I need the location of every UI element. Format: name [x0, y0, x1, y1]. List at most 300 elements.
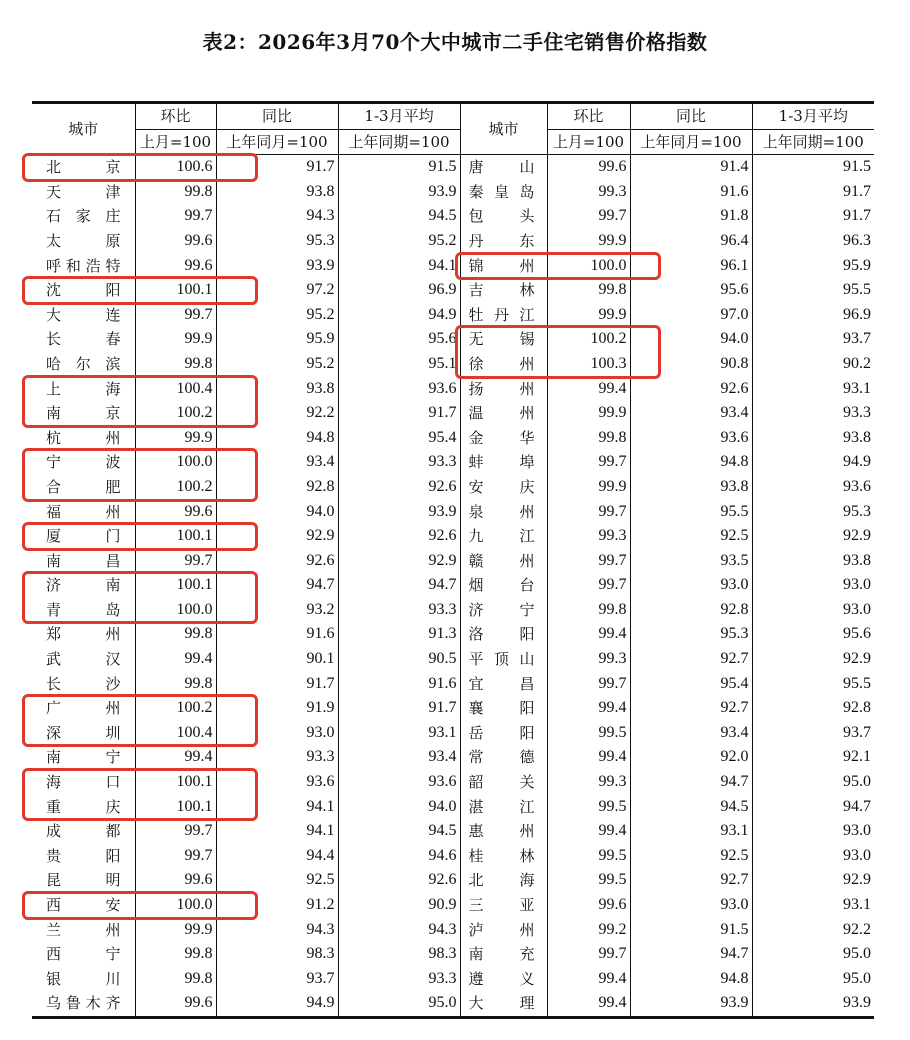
right-avg-cell: 93.0 [752, 819, 874, 844]
right-mom-cell: 100.2 [547, 327, 630, 352]
left-mom-cell: 100.1 [135, 278, 216, 303]
right-yoy-cell: 92.5 [630, 524, 752, 549]
right-avg-cell: 93.1 [752, 377, 874, 402]
right-mom-cell: 99.4 [547, 696, 630, 721]
left-yoy-cell: 94.0 [216, 500, 338, 525]
right-avg-cell: 92.9 [752, 524, 874, 549]
left-yoy-cell: 91.6 [216, 622, 338, 647]
left-mom-cell: 100.2 [135, 401, 216, 426]
left-yoy-cell: 92.8 [216, 475, 338, 500]
right-yoy-cell: 94.8 [630, 967, 752, 992]
left-yoy-cell: 94.8 [216, 426, 338, 451]
left-yoy-cell: 91.7 [216, 155, 338, 180]
right-city-cell: 赣 州 [460, 549, 547, 574]
left-yoy-cell: 97.2 [216, 278, 338, 303]
left-avg-cell: 92.6 [338, 524, 460, 549]
left-yoy-cell: 94.4 [216, 844, 338, 869]
right-avg-cell: 95.0 [752, 770, 874, 795]
left-city-cell: 武 汉 [46, 650, 121, 669]
left-avg-cell: 93.6 [338, 377, 460, 402]
left-city-cell: 南 宁 [46, 748, 121, 767]
table-row [32, 696, 874, 721]
left-avg-cell: 94.3 [338, 918, 460, 943]
left-yoy-cell: 91.2 [216, 893, 338, 918]
right-avg-cell: 95.9 [752, 254, 874, 279]
header-avg-base-right: 上年同期=100 [752, 129, 874, 155]
left-city-cell: 西 宁 [46, 945, 121, 964]
left-yoy-cell: 98.3 [216, 942, 338, 967]
right-city-cell: 南 充 [460, 942, 547, 967]
right-yoy-cell: 93.0 [630, 573, 752, 598]
right-city-cell: 扬 州 [460, 377, 547, 402]
right-avg-cell: 93.0 [752, 573, 874, 598]
right-avg-cell: 93.9 [752, 991, 874, 1017]
table-row [32, 672, 874, 697]
left-yoy-cell: 92.2 [216, 401, 338, 426]
right-mom-cell: 100.0 [547, 254, 630, 279]
right-avg-cell: 91.7 [752, 204, 874, 229]
table-row [32, 573, 874, 598]
right-mom-cell: 99.5 [547, 721, 630, 746]
right-yoy-cell: 93.8 [630, 475, 752, 500]
left-yoy-cell: 94.1 [216, 819, 338, 844]
right-yoy-cell: 92.0 [630, 745, 752, 770]
right-city-cell: 唐 山 [460, 155, 547, 180]
right-city-cell: 无 锡 [460, 327, 547, 352]
right-mom-cell: 99.7 [547, 942, 630, 967]
table-row [32, 745, 874, 770]
right-city-cell: 惠 州 [460, 819, 547, 844]
left-avg-cell: 95.4 [338, 426, 460, 451]
right-yoy-cell: 93.1 [630, 819, 752, 844]
left-mom-cell: 99.7 [135, 303, 216, 328]
left-yoy-cell: 93.7 [216, 967, 338, 992]
left-yoy-cell: 93.0 [216, 721, 338, 746]
right-city-cell: 蚌 埠 [460, 450, 547, 475]
left-yoy-cell: 93.8 [216, 377, 338, 402]
right-yoy-cell: 95.4 [630, 672, 752, 697]
right-city-cell: 泉 州 [460, 500, 547, 525]
right-yoy-cell: 94.8 [630, 450, 752, 475]
left-city-cell: 厦 门 [46, 527, 121, 546]
left-city-cell: 北 京 [46, 158, 121, 177]
right-yoy-cell: 95.5 [630, 500, 752, 525]
left-city-cell: 长 春 [46, 330, 121, 349]
left-mom-cell: 99.6 [135, 991, 216, 1017]
left-mom-cell: 99.6 [135, 868, 216, 893]
right-mom-cell: 99.3 [547, 647, 630, 672]
right-city-cell: 吉 林 [460, 278, 547, 303]
right-mom-cell: 99.8 [547, 426, 630, 451]
left-mom-cell: 99.7 [135, 844, 216, 869]
right-mom-cell: 99.2 [547, 918, 630, 943]
right-city-cell: 岳 阳 [460, 721, 547, 746]
table-row [32, 918, 874, 943]
table-row [32, 377, 874, 402]
right-yoy-cell: 96.4 [630, 229, 752, 254]
left-yoy-cell: 93.9 [216, 254, 338, 279]
header-mom-base-right: 上月=100 [547, 129, 630, 155]
right-avg-cell: 93.8 [752, 549, 874, 574]
table-title: 表2：2026年3月70个大中城市二手住宅销售价格指数 [202, 30, 708, 54]
table-row [32, 155, 874, 180]
left-city-cell: 银 川 [46, 969, 121, 988]
table-row [32, 844, 874, 869]
left-city-cell: 太 原 [46, 231, 121, 250]
right-yoy-cell: 93.4 [630, 401, 752, 426]
left-avg-cell: 98.3 [338, 942, 460, 967]
right-avg-cell: 93.0 [752, 598, 874, 623]
table-row [32, 795, 874, 820]
right-city-cell: 徐 州 [460, 352, 547, 377]
right-yoy-cell: 91.5 [630, 918, 752, 943]
left-mom-cell: 100.0 [135, 893, 216, 918]
header-avg-right: 1-3月平均 [752, 103, 874, 130]
left-avg-cell: 95.0 [338, 991, 460, 1017]
right-mom-cell: 99.7 [547, 549, 630, 574]
left-city-cell: 乌鲁木齐 [46, 994, 121, 1013]
left-avg-cell: 94.9 [338, 303, 460, 328]
left-city-cell: 重 庆 [46, 797, 121, 816]
table-row [32, 893, 874, 918]
table-row [32, 942, 874, 967]
right-yoy-cell: 91.4 [630, 155, 752, 180]
right-city-cell: 温 州 [460, 401, 547, 426]
right-city-cell: 丹 东 [460, 229, 547, 254]
table-row [32, 622, 874, 647]
right-city-cell: 三 亚 [460, 893, 547, 918]
table-row [32, 770, 874, 795]
table-row [32, 180, 874, 205]
left-city-cell: 呼和浩特 [46, 256, 121, 275]
right-mom-cell: 99.9 [547, 475, 630, 500]
header-yoy-base: 上年同月=100 [216, 129, 338, 155]
right-city-cell: 锦 州 [460, 254, 547, 279]
right-yoy-cell: 96.1 [630, 254, 752, 279]
left-mom-cell: 99.8 [135, 352, 216, 377]
left-mom-cell: 100.4 [135, 721, 216, 746]
right-avg-cell: 95.5 [752, 278, 874, 303]
right-avg-cell: 95.0 [752, 942, 874, 967]
right-city-cell: 常 德 [460, 745, 547, 770]
left-yoy-cell: 95.9 [216, 327, 338, 352]
left-mom-cell: 100.2 [135, 696, 216, 721]
right-mom-cell: 99.5 [547, 868, 630, 893]
right-mom-cell: 99.9 [547, 401, 630, 426]
left-avg-cell: 93.3 [338, 450, 460, 475]
left-avg-cell: 92.6 [338, 868, 460, 893]
left-mom-cell: 99.8 [135, 672, 216, 697]
right-city-cell: 遵 义 [460, 967, 547, 992]
left-mom-cell: 100.4 [135, 377, 216, 402]
right-city-cell: 襄 阳 [460, 696, 547, 721]
right-avg-cell: 91.5 [752, 155, 874, 180]
left-city-cell: 大 连 [46, 305, 121, 324]
right-yoy-cell: 92.7 [630, 696, 752, 721]
left-mom-cell: 99.6 [135, 254, 216, 279]
left-mom-cell: 99.4 [135, 647, 216, 672]
right-city-cell: 秦皇岛 [460, 180, 547, 205]
left-yoy-cell: 92.5 [216, 868, 338, 893]
right-city-cell: 平顶山 [460, 647, 547, 672]
left-avg-cell: 94.1 [338, 254, 460, 279]
right-yoy-cell: 93.5 [630, 549, 752, 574]
right-mom-cell: 99.6 [547, 155, 630, 180]
left-avg-cell: 93.3 [338, 598, 460, 623]
right-avg-cell: 93.3 [752, 401, 874, 426]
left-city-cell: 成 都 [46, 822, 121, 841]
right-yoy-cell: 93.4 [630, 721, 752, 746]
right-yoy-cell: 95.6 [630, 278, 752, 303]
left-mom-cell: 100.6 [135, 155, 216, 180]
right-city-cell: 北 海 [460, 868, 547, 893]
right-avg-cell: 93.1 [752, 893, 874, 918]
left-avg-cell: 90.9 [338, 893, 460, 918]
left-city-cell: 南 昌 [46, 551, 121, 570]
table-row [32, 549, 874, 574]
header-yoy-base-right: 上年同月=100 [630, 129, 752, 155]
left-avg-cell: 93.1 [338, 721, 460, 746]
right-yoy-cell: 94.7 [630, 942, 752, 967]
left-mom-cell: 99.6 [135, 229, 216, 254]
left-avg-cell: 95.2 [338, 229, 460, 254]
right-mom-cell: 99.4 [547, 967, 630, 992]
left-mom-cell: 99.8 [135, 180, 216, 205]
left-avg-cell: 91.3 [338, 622, 460, 647]
header-mom-base: 上月=100 [135, 129, 216, 155]
right-yoy-cell: 94.5 [630, 795, 752, 820]
price-index-table [32, 101, 874, 1019]
left-avg-cell: 94.7 [338, 573, 460, 598]
right-yoy-cell: 94.7 [630, 770, 752, 795]
right-yoy-cell: 92.8 [630, 598, 752, 623]
right-mom-cell: 99.4 [547, 377, 630, 402]
right-avg-cell: 93.7 [752, 721, 874, 746]
table-row [32, 204, 874, 229]
left-mom-cell: 99.9 [135, 426, 216, 451]
left-city-cell: 杭 州 [46, 428, 121, 447]
right-city-cell: 牡丹江 [460, 303, 547, 328]
table-row [32, 819, 874, 844]
left-yoy-cell: 94.7 [216, 573, 338, 598]
left-yoy-cell: 93.3 [216, 745, 338, 770]
left-city-cell: 济 南 [46, 576, 121, 595]
right-mom-cell: 99.9 [547, 229, 630, 254]
right-mom-cell: 99.3 [547, 180, 630, 205]
right-yoy-cell: 93.0 [630, 893, 752, 918]
right-city-cell: 九 江 [460, 524, 547, 549]
left-avg-cell: 93.9 [338, 500, 460, 525]
right-yoy-cell: 95.3 [630, 622, 752, 647]
left-mom-cell: 100.0 [135, 598, 216, 623]
left-avg-cell: 94.5 [338, 819, 460, 844]
right-mom-cell: 100.3 [547, 352, 630, 377]
right-city-cell: 洛 阳 [460, 622, 547, 647]
right-mom-cell: 99.7 [547, 500, 630, 525]
left-yoy-cell: 93.8 [216, 180, 338, 205]
table-row [32, 327, 874, 352]
right-avg-cell: 90.2 [752, 352, 874, 377]
left-yoy-cell: 94.3 [216, 204, 338, 229]
table-row [32, 303, 874, 328]
right-avg-cell: 91.7 [752, 180, 874, 205]
right-yoy-cell: 97.0 [630, 303, 752, 328]
right-city-cell: 烟 台 [460, 573, 547, 598]
right-avg-cell: 95.6 [752, 622, 874, 647]
left-yoy-cell: 94.3 [216, 918, 338, 943]
right-city-cell: 韶 关 [460, 770, 547, 795]
left-avg-cell: 91.5 [338, 155, 460, 180]
left-avg-cell: 95.6 [338, 327, 460, 352]
right-city-cell: 大 理 [460, 991, 547, 1017]
left-yoy-cell: 91.7 [216, 672, 338, 697]
right-yoy-cell: 91.8 [630, 204, 752, 229]
header-avg: 1-3月平均 [338, 103, 460, 130]
left-city-cell: 上 海 [46, 379, 121, 398]
right-avg-cell: 92.1 [752, 745, 874, 770]
right-avg-cell: 92.2 [752, 918, 874, 943]
table-row [32, 254, 874, 279]
left-avg-cell: 94.5 [338, 204, 460, 229]
left-city-cell: 海 口 [46, 773, 121, 792]
left-city-cell: 天 津 [46, 182, 121, 201]
left-yoy-cell: 95.2 [216, 303, 338, 328]
header-city: 城市 [32, 103, 135, 155]
right-avg-cell: 93.6 [752, 475, 874, 500]
right-mom-cell: 99.4 [547, 819, 630, 844]
left-mom-cell: 99.7 [135, 819, 216, 844]
left-mom-cell: 99.4 [135, 745, 216, 770]
left-avg-cell: 93.3 [338, 967, 460, 992]
left-city-cell: 西 安 [46, 896, 121, 914]
right-avg-cell: 94.7 [752, 795, 874, 820]
header-avg-base: 上年同期=100 [338, 129, 460, 155]
right-mom-cell: 99.7 [547, 672, 630, 697]
left-avg-cell: 93.6 [338, 770, 460, 795]
left-mom-cell: 99.9 [135, 327, 216, 352]
left-yoy-cell: 90.1 [216, 647, 338, 672]
right-avg-cell: 96.3 [752, 229, 874, 254]
left-avg-cell: 92.9 [338, 549, 460, 574]
left-city-cell: 合 肥 [46, 477, 121, 496]
left-city-cell: 长 沙 [46, 674, 121, 693]
table-row [32, 426, 874, 451]
left-avg-cell: 92.6 [338, 475, 460, 500]
table-row [32, 475, 874, 500]
left-mom-cell: 99.8 [135, 622, 216, 647]
header-yoy: 同比 [216, 103, 338, 130]
left-mom-cell: 100.2 [135, 475, 216, 500]
right-avg-cell: 93.7 [752, 327, 874, 352]
left-yoy-cell: 95.2 [216, 352, 338, 377]
right-city-cell: 包 头 [460, 204, 547, 229]
left-mom-cell: 99.7 [135, 204, 216, 229]
table-row [32, 500, 874, 525]
right-avg-cell: 93.8 [752, 426, 874, 451]
left-mom-cell: 100.1 [135, 770, 216, 795]
right-mom-cell: 99.4 [547, 622, 630, 647]
right-yoy-cell: 92.6 [630, 377, 752, 402]
right-city-cell: 金 华 [460, 426, 547, 451]
left-avg-cell: 91.7 [338, 696, 460, 721]
left-city-cell: 哈尔滨 [46, 354, 121, 373]
right-mom-cell: 99.6 [547, 893, 630, 918]
right-city-cell: 桂 林 [460, 844, 547, 869]
header-mom: 环比 [135, 103, 216, 130]
right-avg-cell: 93.0 [752, 844, 874, 869]
right-mom-cell: 99.5 [547, 795, 630, 820]
right-mom-cell: 99.4 [547, 991, 630, 1017]
left-mom-cell: 99.9 [135, 918, 216, 943]
left-avg-cell: 93.4 [338, 745, 460, 770]
left-avg-cell: 91.7 [338, 401, 460, 426]
left-avg-cell: 96.9 [338, 278, 460, 303]
table-row [32, 721, 874, 746]
left-mom-cell: 99.6 [135, 500, 216, 525]
right-avg-cell: 92.9 [752, 647, 874, 672]
table-row [32, 991, 874, 1017]
left-city-cell: 兰 州 [46, 920, 121, 939]
right-mom-cell: 99.7 [547, 450, 630, 475]
header-city-right: 城市 [460, 103, 547, 155]
right-mom-cell: 99.8 [547, 598, 630, 623]
left-city-cell: 贵 阳 [46, 846, 121, 865]
right-avg-cell: 95.0 [752, 967, 874, 992]
left-city-cell: 深 圳 [46, 723, 121, 742]
right-avg-cell: 96.9 [752, 303, 874, 328]
left-city-cell: 郑 州 [46, 625, 121, 644]
left-city-cell: 石家庄 [46, 207, 121, 226]
right-avg-cell: 95.5 [752, 672, 874, 697]
table-row [32, 229, 874, 254]
right-yoy-cell: 92.5 [630, 844, 752, 869]
right-city-cell: 宜 昌 [460, 672, 547, 697]
left-avg-cell: 95.1 [338, 352, 460, 377]
left-avg-cell: 93.9 [338, 180, 460, 205]
left-city-cell: 青 岛 [46, 600, 121, 619]
left-avg-cell: 94.0 [338, 795, 460, 820]
table-row [32, 598, 874, 623]
right-mom-cell: 99.7 [547, 204, 630, 229]
left-mom-cell: 100.0 [135, 450, 216, 475]
left-yoy-cell: 91.9 [216, 696, 338, 721]
left-yoy-cell: 95.3 [216, 229, 338, 254]
table-row [32, 524, 874, 549]
right-mom-cell: 99.8 [547, 278, 630, 303]
left-city-cell: 福 州 [46, 502, 121, 521]
left-mom-cell: 100.1 [135, 795, 216, 820]
right-yoy-cell: 91.6 [630, 180, 752, 205]
table-row [32, 647, 874, 672]
left-city-cell: 宁 波 [46, 453, 121, 472]
left-city-cell: 广 州 [46, 699, 121, 718]
right-mom-cell: 99.5 [547, 844, 630, 869]
right-yoy-cell: 92.7 [630, 868, 752, 893]
right-avg-cell: 95.3 [752, 500, 874, 525]
right-mom-cell: 99.3 [547, 770, 630, 795]
right-yoy-cell: 94.0 [630, 327, 752, 352]
table-row [32, 450, 874, 475]
right-mom-cell: 99.7 [547, 573, 630, 598]
table-row [32, 967, 874, 992]
table-row [32, 868, 874, 893]
right-avg-cell: 92.9 [752, 868, 874, 893]
left-avg-cell: 90.5 [338, 647, 460, 672]
left-yoy-cell: 94.1 [216, 795, 338, 820]
right-city-cell: 泸 州 [460, 918, 547, 943]
left-mom-cell: 99.7 [135, 549, 216, 574]
right-city-cell: 湛 江 [460, 795, 547, 820]
